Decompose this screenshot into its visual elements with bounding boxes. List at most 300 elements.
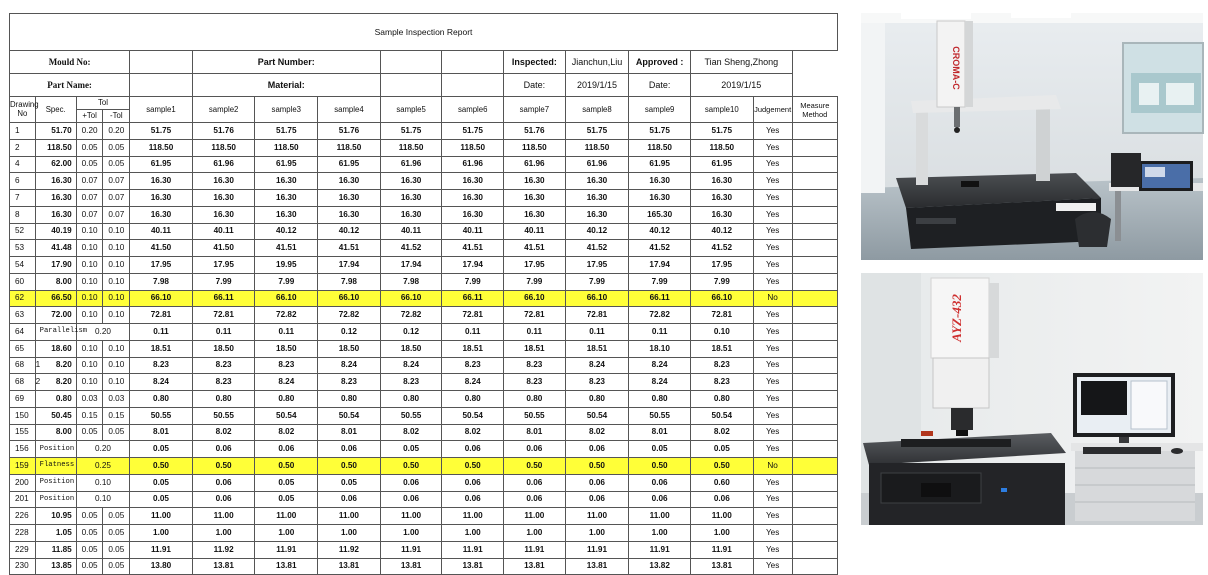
- sample-cell: 13.81: [504, 558, 566, 575]
- spec-header: Spec.: [35, 97, 76, 123]
- sample-cell: 118.50: [442, 139, 504, 156]
- approved-label: Approved :: [629, 51, 691, 74]
- spec-cell: 16.30: [35, 173, 76, 190]
- plus-tol-cell: 0.07: [76, 173, 103, 190]
- drawing-no-cell: 69: [10, 391, 36, 408]
- spec-cell: 1.05: [35, 525, 76, 542]
- sample-cell: 0.06: [442, 491, 504, 508]
- measure-method-cell: [792, 391, 837, 408]
- minus-tol-cell: 0.10: [103, 340, 130, 357]
- sample-cell: 0.12: [318, 324, 381, 341]
- tol-cell: 0.20: [76, 324, 129, 341]
- sample-cell: 7.99: [690, 273, 753, 290]
- judgement-cell: Yes: [753, 407, 792, 424]
- sample-cell: 66.10: [690, 290, 753, 307]
- spec-cell: Position: [35, 441, 76, 458]
- sample-cell: 41.52: [380, 240, 442, 257]
- sample-cell: 7.99: [192, 273, 255, 290]
- sample-cell: 66.11: [629, 290, 691, 307]
- plus-tol-cell: 0.05: [76, 558, 103, 575]
- judgement-cell: Yes: [753, 441, 792, 458]
- judgement-cell: Yes: [753, 240, 792, 257]
- spec-cell: 72.00: [35, 307, 76, 324]
- sample-cell: 0.80: [255, 391, 318, 408]
- sample-cell: 51.76: [318, 123, 381, 140]
- sample-cell: 16.30: [255, 206, 318, 223]
- measure-method-cell: [792, 206, 837, 223]
- sample-cell: 50.54: [318, 407, 381, 424]
- plus-tol-cell: 0.10: [76, 273, 103, 290]
- table-row: [10, 257, 838, 274]
- sample-cell: 0.06: [318, 441, 381, 458]
- sample-cell: 8.23: [255, 357, 318, 374]
- measure-method-cell: [792, 307, 837, 324]
- inspection-report-table: [9, 13, 838, 575]
- spec-cell: 8.00: [35, 424, 76, 441]
- sample-cell: 118.50: [255, 139, 318, 156]
- plus-tol-cell: 0.10: [76, 223, 103, 240]
- sample-cell: 17.95: [130, 257, 193, 274]
- measure-method-cell: [792, 340, 837, 357]
- sample-cell: 72.81: [690, 307, 753, 324]
- measure-method-cell: [792, 190, 837, 207]
- sample-cell: 7.98: [380, 273, 442, 290]
- sample-cell: 51.76: [504, 123, 566, 140]
- sample-cell: 51.75: [442, 123, 504, 140]
- sample-cell: 18.51: [130, 340, 193, 357]
- spec-cell: 51.70: [35, 123, 76, 140]
- judgement-cell: Yes: [753, 273, 792, 290]
- sample-cell: 16.30: [130, 173, 193, 190]
- drawing-no-cell: 229: [10, 541, 36, 558]
- drawing-no-cell: 62: [10, 290, 36, 307]
- judgement-cell: Yes: [753, 190, 792, 207]
- sample-cell: 11.00: [565, 508, 629, 525]
- sample-cell: 16.30: [442, 173, 504, 190]
- sample-cell: 40.12: [565, 223, 629, 240]
- spec-cell: 40.19: [35, 223, 76, 240]
- minus-tol-cell: 0.05: [103, 558, 130, 575]
- spec-cell: 16.30: [35, 190, 76, 207]
- sample-cell: 8.24: [380, 357, 442, 374]
- sample-cell: 118.50: [629, 139, 691, 156]
- drawing-no-cell: 52: [10, 223, 36, 240]
- sample-cell: 50.54: [565, 407, 629, 424]
- sample-cell: 16.30: [192, 173, 255, 190]
- sample-cell: 0.50: [255, 458, 318, 475]
- sample-cell: 66.10: [504, 290, 566, 307]
- table-row: [10, 273, 838, 290]
- minus-tol-cell: 0.07: [103, 173, 130, 190]
- sample-cell: 13.81: [255, 558, 318, 575]
- sample-cell: 50.55: [504, 407, 566, 424]
- drawing-no-cell: 68: [10, 357, 36, 374]
- minus-tol-cell: 0.07: [103, 190, 130, 207]
- spec-cell: 18.60: [35, 340, 76, 357]
- judgement-cell: Yes: [753, 123, 792, 140]
- sample-cell: 1.00: [690, 525, 753, 542]
- sample-cell: 16.30: [380, 206, 442, 223]
- sample-cell: 0.80: [565, 391, 629, 408]
- minus-tol-cell: 0.05: [103, 541, 130, 558]
- spec-cell: 66.50: [35, 290, 76, 307]
- sample-cell: 0.11: [255, 324, 318, 341]
- table-row: [10, 374, 838, 391]
- table-row: [10, 240, 838, 257]
- sample-cell: 16.30: [442, 206, 504, 223]
- cmm-photo: [861, 13, 1203, 260]
- sample-cell: 8.01: [318, 424, 381, 441]
- sample-cell: 7.99: [629, 273, 691, 290]
- judgement-cell: Yes: [753, 173, 792, 190]
- sample-cell: 18.50: [192, 340, 255, 357]
- sample-cell: 0.80: [192, 391, 255, 408]
- sample-cell: 16.30: [504, 190, 566, 207]
- sample-cell: 16.30: [565, 190, 629, 207]
- sample-cell: 16.30: [629, 190, 691, 207]
- sample-cell: 13.80: [130, 558, 193, 575]
- judgement-cell: Yes: [753, 156, 792, 173]
- minus-tol-header: -Tol: [103, 110, 130, 123]
- sample-cell: 8.23: [380, 374, 442, 391]
- part-number-label: Part Number:: [192, 51, 380, 74]
- drawing-no-cell: 60: [10, 273, 36, 290]
- sample-cell: 0.50: [629, 458, 691, 475]
- sample-header: sample2: [192, 97, 255, 123]
- sample-cell: 0.11: [629, 324, 691, 341]
- sample-cell: 8.01: [504, 424, 566, 441]
- part-name-value: [130, 74, 193, 97]
- minus-tol-cell: 0.05: [103, 139, 130, 156]
- drawing-no-cell: 155: [10, 424, 36, 441]
- sample-cell: 16.30: [318, 173, 381, 190]
- sample-cell: 0.80: [130, 391, 193, 408]
- sample-cell: 7.99: [255, 273, 318, 290]
- judgement-cell: Yes: [753, 424, 792, 441]
- sample-cell: 16.30: [629, 173, 691, 190]
- sample-cell: 11.00: [318, 508, 381, 525]
- sample-cell: 51.75: [565, 123, 629, 140]
- sample-cell: 118.50: [565, 139, 629, 156]
- table-row: [10, 357, 838, 374]
- minus-tol-cell: 0.05: [103, 525, 130, 542]
- sample-cell: 8.24: [565, 357, 629, 374]
- judgement-cell: Yes: [753, 257, 792, 274]
- sample-cell: 7.98: [318, 273, 381, 290]
- sample-cell: 72.82: [255, 307, 318, 324]
- tol-header: Tol: [76, 97, 129, 110]
- sample-cell: 8.23: [504, 374, 566, 391]
- sample-cell: 16.30: [504, 173, 566, 190]
- minus-tol-cell: 0.15: [103, 407, 130, 424]
- sample-header: sample7: [504, 97, 566, 123]
- sample-cell: 16.30: [130, 190, 193, 207]
- measure-method-cell: [792, 156, 837, 173]
- drawing-no-cell: 64: [10, 324, 36, 341]
- sample-cell: 11.91: [380, 541, 442, 558]
- sample-cell: 0.50: [380, 458, 442, 475]
- sample-cell: 0.11: [565, 324, 629, 341]
- sample-cell: 0.80: [629, 391, 691, 408]
- plus-tol-cell: 0.10: [76, 240, 103, 257]
- sample-cell: 17.94: [380, 257, 442, 274]
- sample-cell: 7.98: [130, 273, 193, 290]
- sample-cell: 51.75: [690, 123, 753, 140]
- sample-cell: 40.11: [130, 223, 193, 240]
- sample-cell: 165.30: [629, 206, 691, 223]
- sample-cell: 0.06: [442, 441, 504, 458]
- sample-cell: 8.23: [690, 374, 753, 391]
- sample-cell: 0.11: [504, 324, 566, 341]
- minus-tol-cell: 0.10: [103, 240, 130, 257]
- sample-cell: 11.91: [690, 541, 753, 558]
- sample-cell: 16.30: [255, 173, 318, 190]
- sample-cell: 11.91: [629, 541, 691, 558]
- sample-cell: 0.06: [504, 474, 566, 491]
- approved-date-label: Date:: [629, 74, 691, 97]
- sample-cell: 1.00: [255, 525, 318, 542]
- sample-cell: 17.95: [565, 257, 629, 274]
- sample-cell: 0.06: [442, 474, 504, 491]
- sample-cell: 0.06: [629, 491, 691, 508]
- sample-cell: 11.00: [690, 508, 753, 525]
- sample-cell: 0.50: [192, 458, 255, 475]
- sample-cell: 41.52: [629, 240, 691, 257]
- sample-cell: 16.30: [690, 173, 753, 190]
- measure-method-cell: [792, 173, 837, 190]
- drawing-no-cell: 159: [10, 458, 36, 475]
- spec-sub-index: 2: [35, 377, 41, 387]
- sample-cell: 40.11: [380, 223, 442, 240]
- sample-cell: 41.51: [318, 240, 381, 257]
- sample-cell: 118.50: [504, 139, 566, 156]
- minus-tol-cell: 0.10: [103, 223, 130, 240]
- spec-cell: 118.50: [35, 139, 76, 156]
- drawing-no-cell: 228: [10, 525, 36, 542]
- sample-header: sample10: [690, 97, 753, 123]
- material-label: Material:: [192, 74, 380, 97]
- drawing-no-cell: 4: [10, 156, 36, 173]
- sample-cell: 72.81: [442, 307, 504, 324]
- plus-tol-cell: 0.07: [76, 190, 103, 207]
- sample-cell: 0.50: [504, 458, 566, 475]
- sample-cell: 118.50: [690, 139, 753, 156]
- sample-cell: 72.81: [192, 307, 255, 324]
- part-number-value: [380, 51, 442, 74]
- sample-cell: 11.91: [565, 541, 629, 558]
- sample-cell: 0.60: [690, 474, 753, 491]
- plus-tol-cell: 0.10: [76, 340, 103, 357]
- sample-cell: 8.24: [442, 374, 504, 391]
- sample-cell: 0.80: [380, 391, 442, 408]
- sample-cell: 13.81: [318, 558, 381, 575]
- sample-cell: 8.23: [192, 374, 255, 391]
- minus-tol-cell: 0.10: [103, 357, 130, 374]
- sample-cell: 72.81: [130, 307, 193, 324]
- sample-cell: 11.00: [192, 508, 255, 525]
- sample-cell: 61.96: [380, 156, 442, 173]
- sample-cell: 13.81: [565, 558, 629, 575]
- sample-cell: 41.50: [192, 240, 255, 257]
- sample-cell: 66.10: [380, 290, 442, 307]
- sample-cell: 66.11: [442, 290, 504, 307]
- plus-tol-cell: 0.05: [76, 424, 103, 441]
- sample-cell: 66.11: [192, 290, 255, 307]
- judgement-cell: No: [753, 290, 792, 307]
- measure-method-cell: [792, 541, 837, 558]
- sample-cell: 8.23: [130, 357, 193, 374]
- table-row: [10, 156, 838, 173]
- inspector-name: Jianchun,Liu: [565, 51, 629, 74]
- plus-tol-cell: 0.05: [76, 156, 103, 173]
- sample-cell: 61.95: [690, 156, 753, 173]
- spec-cell: Position: [35, 491, 76, 508]
- drawing-no-cell: 201: [10, 491, 36, 508]
- sample-cell: 0.50: [442, 458, 504, 475]
- spec-cell: Parallelism: [35, 324, 76, 341]
- sample-cell: 61.95: [318, 156, 381, 173]
- spec-cell: [35, 357, 76, 374]
- spec-cell: 0.80: [35, 391, 76, 408]
- table-row: [10, 307, 838, 324]
- plus-tol-cell: 0.10: [76, 307, 103, 324]
- sample-cell: 66.10: [130, 290, 193, 307]
- sample-cell: 0.05: [629, 441, 691, 458]
- table-row: [10, 324, 838, 341]
- sample-cell: 11.91: [442, 541, 504, 558]
- table-row: [10, 173, 838, 190]
- sample-cell: 40.12: [318, 223, 381, 240]
- sample-cell: 11.00: [130, 508, 193, 525]
- sample-cell: 11.92: [192, 541, 255, 558]
- sample-cell: 11.92: [318, 541, 381, 558]
- sample-cell: 41.50: [130, 240, 193, 257]
- drawing-no-cell: 200: [10, 474, 36, 491]
- material-value: [380, 74, 442, 97]
- spec-cell: [35, 374, 76, 391]
- plus-tol-cell: 0.10: [76, 257, 103, 274]
- sample-cell: 18.50: [318, 340, 381, 357]
- drawing-no-cell: 226: [10, 508, 36, 525]
- approver-name: Tian Sheng,Zhong: [690, 51, 792, 74]
- drawing-no-cell: 230: [10, 558, 36, 575]
- measure-method-header: Measure Method: [792, 97, 837, 123]
- sample-cell: 0.11: [442, 324, 504, 341]
- sample-cell: 51.75: [130, 123, 193, 140]
- sample-cell: 0.06: [504, 491, 566, 508]
- minus-tol-cell: 0.20: [103, 123, 130, 140]
- sample-cell: 18.50: [255, 340, 318, 357]
- table-row: [10, 424, 838, 441]
- sample-cell: 16.30: [504, 206, 566, 223]
- sample-cell: 50.55: [629, 407, 691, 424]
- spec-cell: 10.95: [35, 508, 76, 525]
- sample-cell: 1.00: [192, 525, 255, 542]
- sample-cell: 13.81: [380, 558, 442, 575]
- sample-cell: 19.95: [255, 257, 318, 274]
- sample-cell: 0.50: [130, 458, 193, 475]
- sample-cell: 41.51: [442, 240, 504, 257]
- spec-cell: 62.00: [35, 156, 76, 173]
- sample-cell: 0.05: [130, 474, 193, 491]
- judgement-cell: Yes: [753, 340, 792, 357]
- sample-cell: 0.10: [690, 324, 753, 341]
- sample-cell: 0.05: [380, 441, 442, 458]
- plus-tol-cell: 0.15: [76, 407, 103, 424]
- sample-cell: 118.50: [192, 139, 255, 156]
- sample-cell: 13.81: [192, 558, 255, 575]
- plus-tol-cell: 0.05: [76, 139, 103, 156]
- sample-header: sample5: [380, 97, 442, 123]
- plus-tol-cell: 0.20: [76, 123, 103, 140]
- sample-cell: 0.05: [690, 441, 753, 458]
- sample-cell: 72.82: [380, 307, 442, 324]
- sample-cell: 17.95: [504, 257, 566, 274]
- spec-sub-index: 1: [35, 360, 41, 370]
- measure-method-cell: [792, 525, 837, 542]
- spec-cell: Position: [35, 474, 76, 491]
- judgement-cell: Yes: [753, 206, 792, 223]
- sample-cell: 0.06: [318, 491, 381, 508]
- spec-value: 8.20: [55, 377, 72, 387]
- minus-tol-cell: 0.05: [103, 424, 130, 441]
- measure-method-cell: [792, 139, 837, 156]
- sample-cell: 8.02: [380, 424, 442, 441]
- sample-cell: 50.55: [380, 407, 442, 424]
- plus-tol-cell: 0.05: [76, 525, 103, 542]
- sample-cell: 18.51: [442, 340, 504, 357]
- tol-cell: 0.20: [76, 441, 129, 458]
- sample-cell: 17.95: [192, 257, 255, 274]
- sample-cell: 8.02: [192, 424, 255, 441]
- table-row: [10, 391, 838, 408]
- sample-cell: 51.75: [255, 123, 318, 140]
- sample-cell: 18.51: [690, 340, 753, 357]
- sample-cell: 16.30: [380, 173, 442, 190]
- table-row: [10, 206, 838, 223]
- sample-cell: 0.80: [690, 391, 753, 408]
- measure-method-cell: [792, 273, 837, 290]
- sample-cell: 11.00: [629, 508, 691, 525]
- sample-cell: 11.00: [380, 508, 442, 525]
- sample-cell: 40.11: [442, 223, 504, 240]
- table-row: [10, 491, 838, 508]
- drawing-no-cell: 150: [10, 407, 36, 424]
- sample-header: sample3: [255, 97, 318, 123]
- sample-cell: 17.94: [629, 257, 691, 274]
- sample-cell: 40.12: [255, 223, 318, 240]
- measure-method-cell: [792, 374, 837, 391]
- inspected-label: Inspected:: [504, 51, 566, 74]
- sample-cell: 61.95: [130, 156, 193, 173]
- sample-cell: 18.51: [565, 340, 629, 357]
- sample-cell: 16.30: [565, 173, 629, 190]
- part-name-label: Part Name:: [10, 74, 130, 97]
- sample-cell: 11.00: [504, 508, 566, 525]
- sample-cell: 8.24: [130, 374, 193, 391]
- sample-cell: 0.06: [504, 441, 566, 458]
- sample-cell: 16.30: [192, 190, 255, 207]
- sample-cell: 0.80: [442, 391, 504, 408]
- judgement-cell: Yes: [753, 324, 792, 341]
- sample-cell: 66.10: [255, 290, 318, 307]
- sample-cell: 72.81: [504, 307, 566, 324]
- sample-cell: 16.30: [690, 190, 753, 207]
- table-row: [10, 190, 838, 207]
- sample-header: sample8: [565, 97, 629, 123]
- judgement-header: Judgement: [753, 97, 792, 123]
- measure-method-cell: [792, 558, 837, 575]
